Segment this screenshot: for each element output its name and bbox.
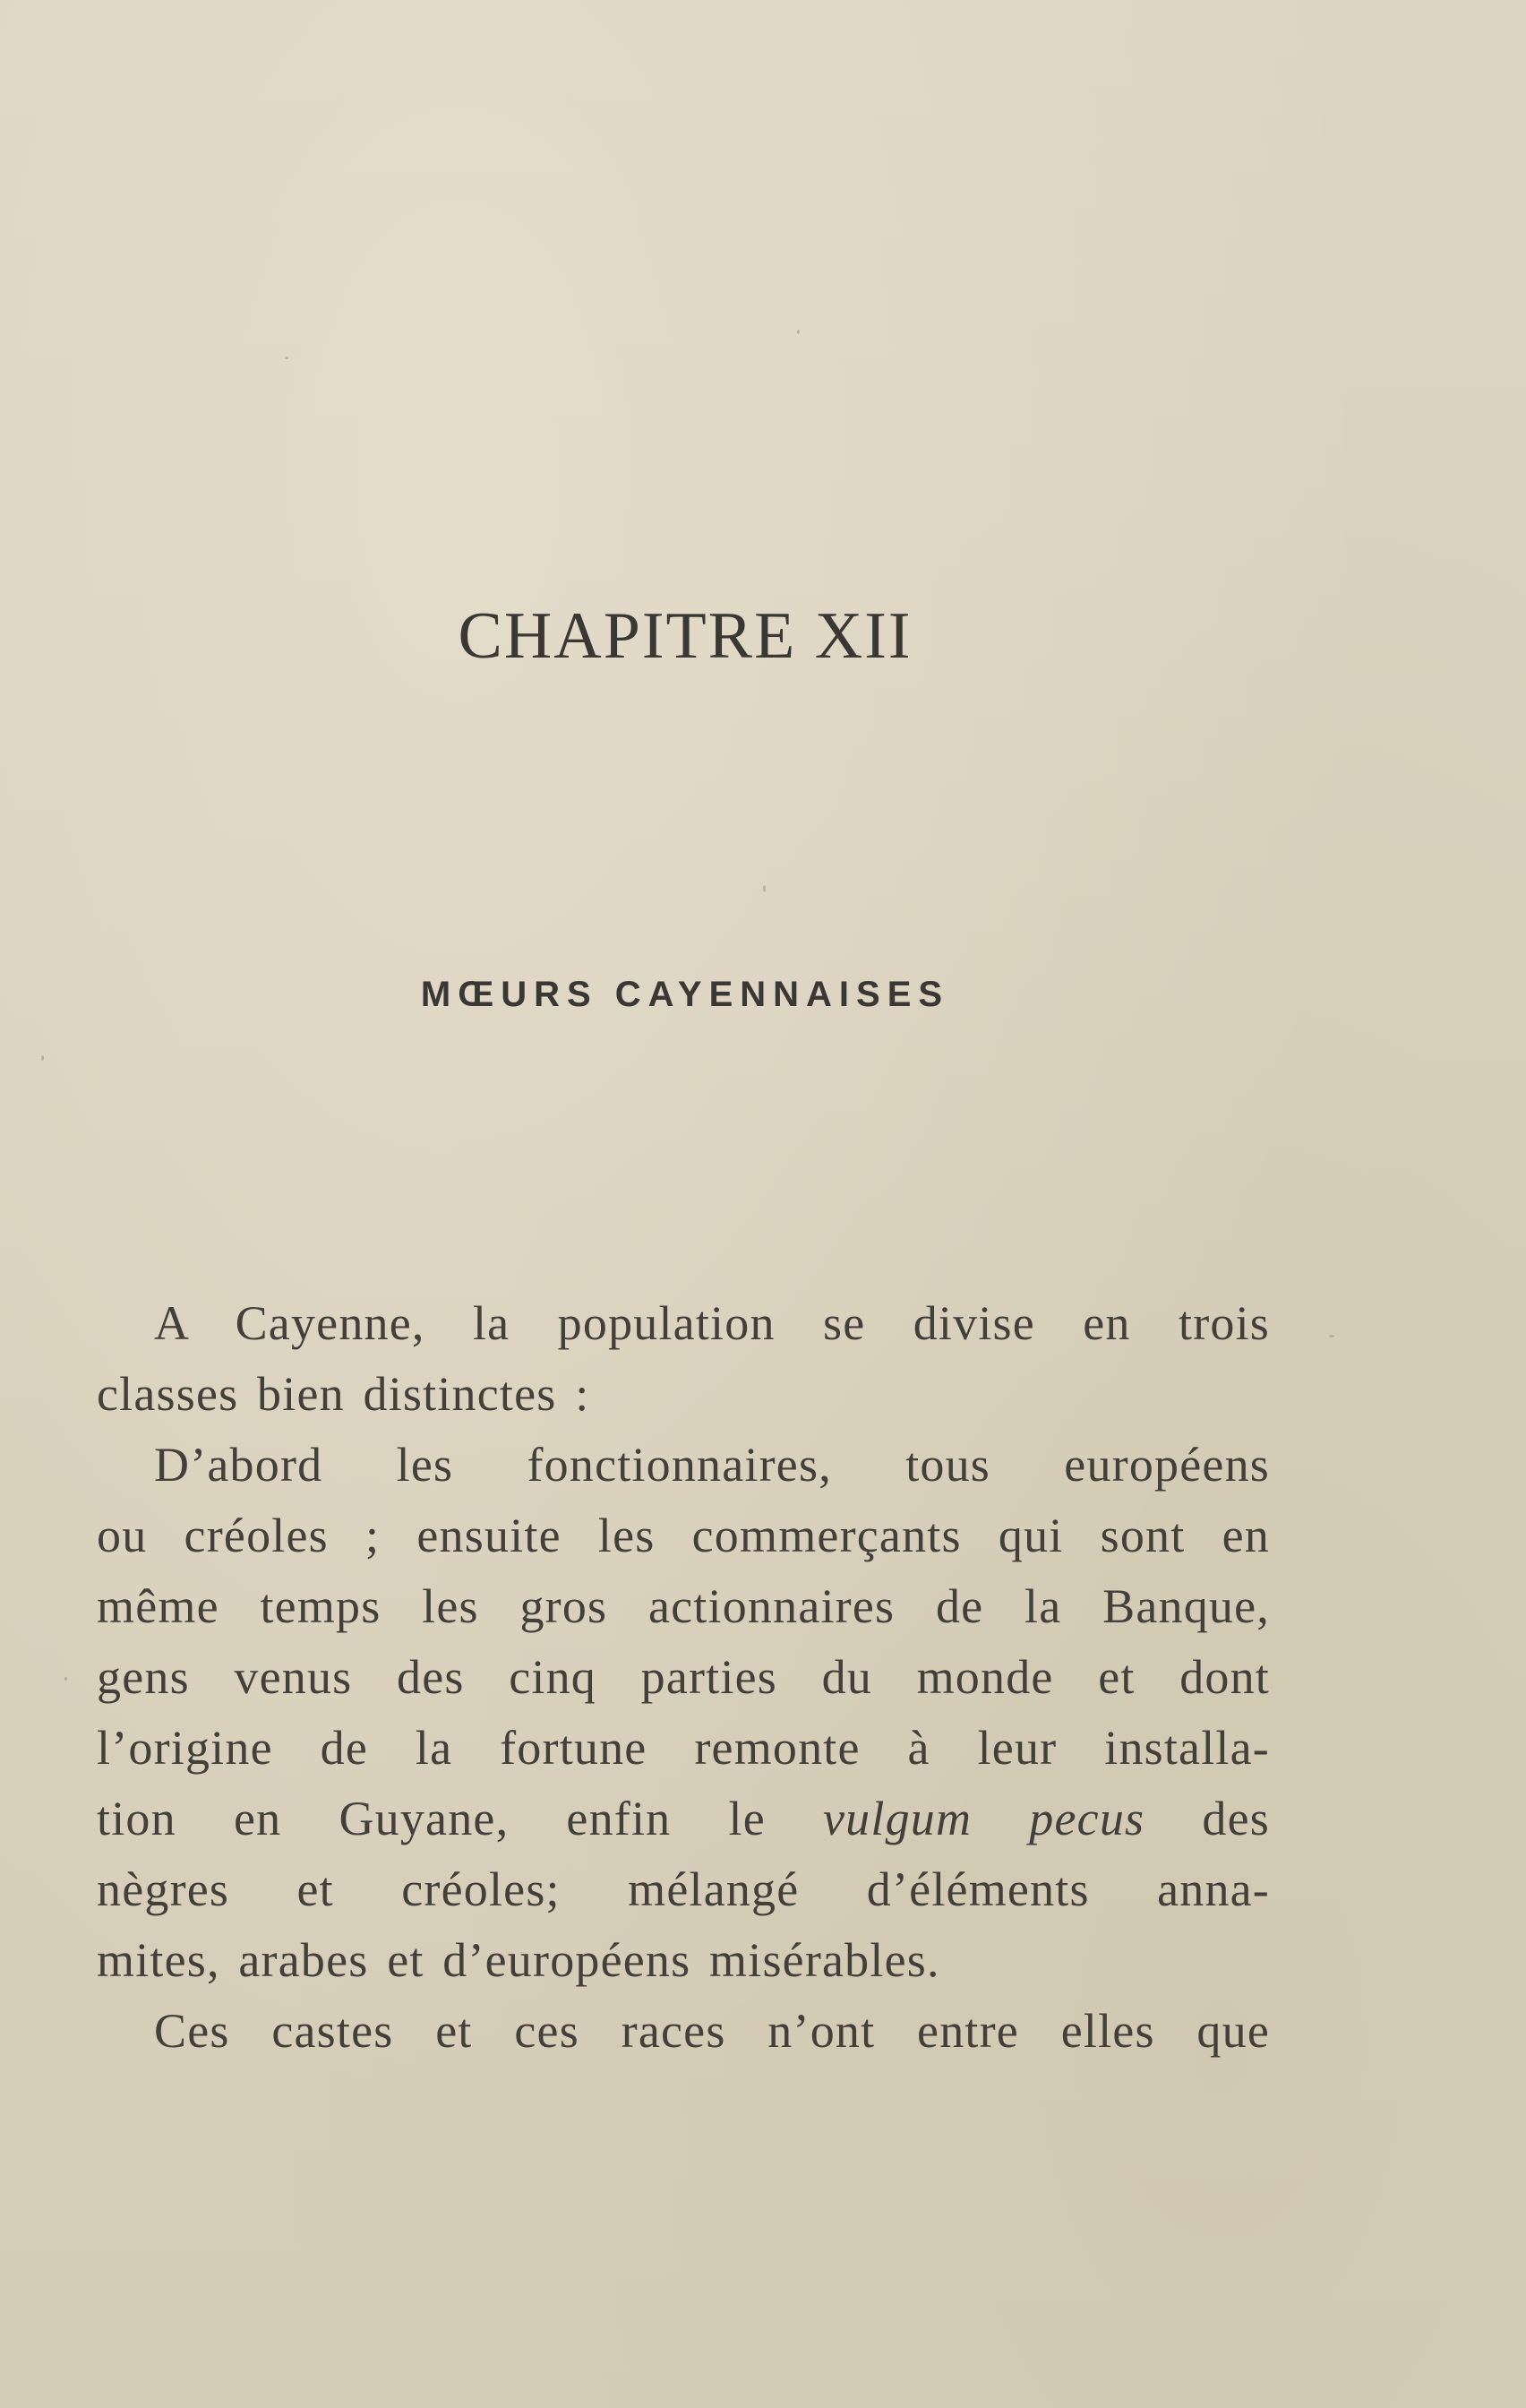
text-line: Ces castes et ces races n’ont entre elles que — [154, 2004, 1270, 2058]
text-line: classes bien distinctes : — [97, 1367, 590, 1421]
section-title: MŒURS CAYENNAISES — [420, 975, 950, 1014]
text-line: A Cayenne, la population se divise en trois — [154, 1296, 1270, 1350]
text-line: même temps les gros actionnaires de la Banque, — [97, 1579, 1270, 1633]
paper-speck — [41, 1055, 44, 1061]
text-segment: des — [1144, 1792, 1270, 1845]
paper-speck — [285, 357, 288, 359]
text-line-with-italic — [97, 1784, 1270, 1854]
paper-speck — [797, 330, 800, 334]
text-line: mites, arabes et d’européens misérables. — [97, 1933, 940, 1987]
text-line: gens venus des cinq parties du monde et dont — [97, 1650, 1270, 1704]
text-segment: tion en Guyane, enfin le — [97, 1792, 823, 1845]
italic-phrase: vulgum pecus — [823, 1792, 1145, 1845]
paper-speck — [1329, 1335, 1334, 1337]
paper-speck — [64, 1677, 67, 1681]
text-line: l’origine de la fortune remonte à leur installa- — [97, 1721, 1270, 1775]
text-line: ou créoles ; ensuite les commerçants qui sont en — [97, 1509, 1270, 1562]
chapter-title: CHAPITRE XII — [458, 599, 913, 673]
text-line: nègres et créoles; mélangé d’éléments anna- — [97, 1862, 1270, 1916]
body-text — [97, 1288, 1270, 2067]
text-line: D’abord les fonctionnaires, tous européens — [154, 1438, 1270, 1492]
paper-speck — [763, 885, 766, 892]
